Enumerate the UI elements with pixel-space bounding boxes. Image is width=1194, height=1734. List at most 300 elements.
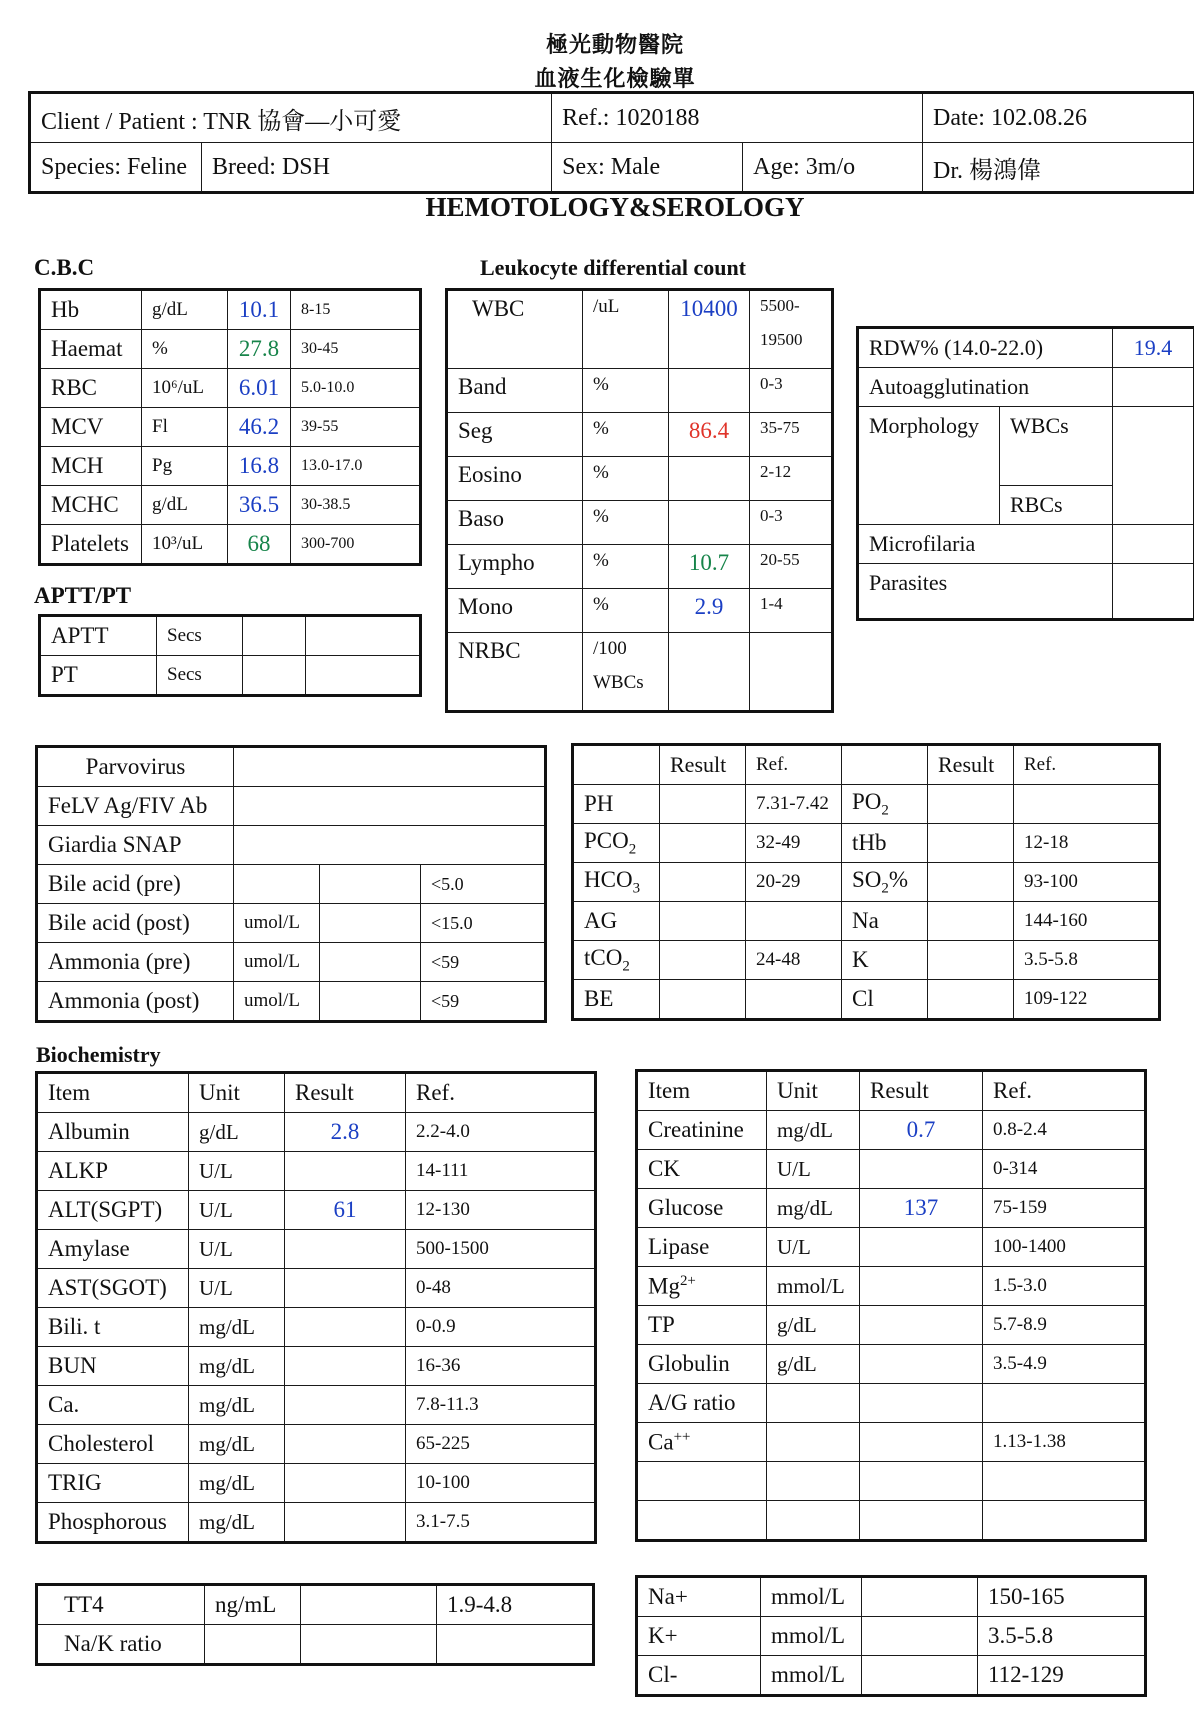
leukocyte-title: Leukocyte differential count	[480, 255, 747, 280]
item-name: Haemat	[41, 330, 142, 369]
biochemistry-row	[38, 1386, 595, 1425]
unit: g/dL	[142, 291, 228, 330]
unit	[767, 1462, 860, 1501]
unit: Pg	[142, 447, 228, 486]
reference-range: 35-75	[750, 413, 832, 457]
item-label: tHb	[852, 830, 887, 855]
blood-gas-header-row	[574, 746, 1159, 785]
item-name	[638, 1150, 767, 1189]
result-value	[285, 1347, 406, 1386]
reference-range: 1.5-3.0	[983, 1267, 1145, 1306]
result-value	[928, 941, 1014, 980]
leukocyte-row	[448, 501, 832, 545]
item-name: MCV	[41, 408, 142, 447]
result-value: 10400	[669, 291, 750, 369]
result-value	[860, 1228, 983, 1267]
item-name: Platelets	[41, 525, 142, 564]
leukocyte-table	[447, 290, 832, 711]
result-value	[862, 1578, 978, 1617]
biochemistry-header-row	[638, 1072, 1145, 1111]
suffix: %	[888, 866, 909, 892]
header-unit: Unit	[189, 1074, 285, 1113]
item-label: HCO	[584, 866, 633, 892]
item-name	[842, 941, 928, 980]
biochemistry-row	[638, 1228, 1145, 1267]
blood-gas-row	[574, 980, 1159, 1019]
item-name: TT4	[38, 1586, 205, 1625]
item-name	[842, 863, 928, 902]
item-name	[638, 1111, 767, 1150]
header-ref: Ref.	[406, 1074, 595, 1113]
reference-range	[983, 1462, 1145, 1501]
reference-range	[983, 1501, 1145, 1540]
biochemistry-header-row	[38, 1074, 595, 1113]
item-label: Lipase	[648, 1234, 710, 1259]
item-label: Amylase	[48, 1236, 130, 1261]
reference-range: 0.8-2.4	[983, 1111, 1145, 1150]
result-value: 137	[860, 1189, 983, 1228]
result-value: 68	[228, 525, 291, 564]
item-name: Parvovirus	[38, 748, 234, 787]
result-value	[928, 824, 1014, 863]
item-label: PCO	[584, 827, 629, 853]
result-value	[320, 982, 421, 1021]
unit: %	[583, 413, 669, 457]
parasites-value	[1113, 564, 1194, 619]
unit: mg/dL	[189, 1308, 285, 1347]
leukocyte-row	[448, 589, 832, 633]
reference-range	[746, 902, 842, 941]
thyroid-table	[37, 1585, 593, 1664]
result-value	[669, 633, 750, 711]
header-unit: Unit	[767, 1072, 860, 1111]
serology-row	[38, 982, 545, 1021]
leukocyte-row	[448, 545, 832, 589]
reference-range: 12-130	[406, 1191, 595, 1230]
biochemistry-row	[38, 1347, 595, 1386]
result-value: 10.1	[228, 291, 291, 330]
clinic-name: 極光動物醫院	[545, 33, 684, 58]
unit: g/dL	[767, 1345, 860, 1384]
item-name	[38, 1503, 189, 1542]
reference-range: 7.31-7.42	[746, 785, 842, 824]
reference-range: 0-0.9	[406, 1308, 595, 1347]
reference-range: 0-3	[750, 501, 832, 545]
morphology-rbcs-label: RBCs	[1000, 486, 1113, 525]
reference-range: <15.0	[421, 904, 545, 943]
breed: Breed: DSH	[202, 143, 552, 192]
serology-row	[38, 787, 545, 826]
reference-range: 8-15	[291, 291, 420, 330]
doctor: Dr. 楊鴻偉	[923, 143, 1194, 192]
blood-gas-row	[574, 785, 1159, 824]
reference-range: 32-49	[746, 824, 842, 863]
biochemistry-row	[638, 1111, 1145, 1150]
form-title: 血液生化檢驗單	[534, 67, 696, 92]
main-title: HEMOTOLOGY&SEROLOGY	[425, 192, 805, 222]
item-name: Band	[448, 369, 583, 413]
patient-info-table	[30, 93, 1194, 192]
result-value	[860, 1384, 983, 1423]
result-value	[660, 824, 746, 863]
biochemistry-row	[38, 1503, 595, 1542]
result-value	[860, 1306, 983, 1345]
item-name: Bile acid (pre)	[38, 865, 234, 904]
header-result: Result	[285, 1074, 406, 1113]
unit: mg/dL	[189, 1386, 285, 1425]
unit: ng/mL	[205, 1586, 301, 1625]
item-label: Mg	[648, 1273, 680, 1299]
unit: mg/dL	[767, 1189, 860, 1228]
reference-range: 20-29	[746, 863, 842, 902]
reference-range	[1014, 785, 1159, 824]
rdw-label: RDW% (14.0-22.0)	[859, 329, 1113, 368]
item-name	[842, 902, 928, 941]
item-name: RBC	[41, 369, 142, 408]
reference-range: 1.9-4.8	[437, 1586, 593, 1625]
item-name: Mono	[448, 589, 583, 633]
parasites-label: Parasites	[859, 564, 1113, 619]
unit: mg/dL	[189, 1464, 285, 1503]
aptt-row	[41, 617, 420, 656]
result-value	[860, 1462, 983, 1501]
reference-range: 2-12	[750, 457, 832, 501]
reference-range	[306, 656, 420, 695]
item-label: AST(SGOT)	[48, 1275, 167, 1300]
age: Age: 3m/o	[743, 143, 923, 192]
client-patient: Client / Patient : TNR 協會—小可愛	[31, 94, 552, 143]
item-name: Ammonia (post)	[38, 982, 234, 1021]
biochemistry-row	[38, 1425, 595, 1464]
blood-gas-row	[574, 902, 1159, 941]
unit	[767, 1501, 860, 1540]
rdw-morphology-table	[858, 328, 1194, 619]
biochemistry-row	[638, 1345, 1145, 1384]
unit: g/dL	[189, 1113, 285, 1152]
header-blank	[574, 746, 660, 785]
item-name: WBC	[448, 291, 583, 369]
reference-range: 10-100	[406, 1464, 595, 1503]
biochemistry-row	[38, 1308, 595, 1347]
item-name	[574, 785, 660, 824]
subscript: 2	[628, 841, 637, 858]
reference-range	[437, 1625, 593, 1664]
item-name	[38, 1464, 189, 1503]
reference-range: 0-48	[406, 1269, 595, 1308]
item-label: CK	[648, 1156, 680, 1181]
item-label: Albumin	[48, 1119, 130, 1144]
morphology-wbcs-label: WBCs	[1000, 407, 1113, 486]
item-label: SO	[852, 866, 882, 892]
thyroid-row	[38, 1625, 593, 1664]
item-label: Ca	[648, 1429, 674, 1455]
serology-row	[38, 943, 545, 982]
unit: U/L	[767, 1228, 860, 1267]
serology-row	[38, 826, 545, 865]
unit: umol/L	[234, 982, 320, 1021]
biochemistry-row	[38, 1191, 595, 1230]
item-name	[574, 980, 660, 1019]
unit: mg/dL	[767, 1111, 860, 1150]
reference-range: 30-45	[291, 330, 420, 369]
result-value	[860, 1423, 983, 1462]
item-name	[638, 1423, 767, 1462]
aptt-row	[41, 656, 420, 695]
header-result: Result	[860, 1072, 983, 1111]
item-label: tCO	[584, 944, 623, 970]
subscript: 2	[881, 880, 889, 897]
cbc-table	[40, 290, 420, 564]
item-label: Cholesterol	[48, 1431, 155, 1456]
result-value	[285, 1464, 406, 1503]
item-label: K	[852, 947, 869, 972]
header-result: Result	[660, 746, 746, 785]
header-ref: Ref.	[1014, 746, 1159, 785]
rdw-value: 19.4	[1113, 329, 1194, 368]
reference-range: 150-165	[978, 1578, 1145, 1617]
reference-range: 3.5-5.8	[1014, 941, 1159, 980]
unit: /uL	[583, 291, 669, 369]
item-label: Bili. t	[48, 1314, 101, 1339]
reference-range: 112-129	[978, 1656, 1145, 1695]
result-value: 61	[285, 1191, 406, 1230]
item-name: PT	[41, 656, 157, 695]
item-name	[842, 824, 928, 863]
item-name: Bile acid (post)	[38, 904, 234, 943]
header-item: Item	[38, 1074, 189, 1113]
unit: %	[583, 589, 669, 633]
reference-range: 30-38.5	[291, 486, 420, 525]
unit: 10³/uL	[142, 525, 228, 564]
result-value	[660, 863, 746, 902]
cbc-title: C.B.C	[34, 255, 95, 280]
reference-range: 3.5-5.8	[978, 1617, 1145, 1656]
unit	[583, 633, 669, 711]
item-name	[842, 980, 928, 1019]
result-value: 27.8	[228, 330, 291, 369]
cbc-row	[41, 408, 420, 447]
result-value	[660, 785, 746, 824]
unit: mg/dL	[189, 1425, 285, 1464]
superscript: ++	[673, 1428, 691, 1445]
item-label: Phosphorous	[48, 1509, 167, 1534]
result-value	[285, 1386, 406, 1425]
biochemistry-row	[638, 1267, 1145, 1306]
item-label: Creatinine	[648, 1117, 744, 1142]
item-name	[574, 824, 660, 863]
biochemistry-row	[38, 1269, 595, 1308]
result-value	[285, 1152, 406, 1191]
result-value	[928, 863, 1014, 902]
unit: umol/L	[234, 943, 320, 982]
item-name: Baso	[448, 501, 583, 545]
item-name	[638, 1228, 767, 1267]
aptt-table	[40, 616, 420, 695]
header-result: Result	[928, 746, 1014, 785]
reference-range: 20-55	[750, 545, 832, 589]
unit: %	[583, 369, 669, 413]
unit: 10⁶/uL	[142, 369, 228, 408]
electrolyte-row	[638, 1578, 1145, 1617]
unit: U/L	[189, 1230, 285, 1269]
result-value	[285, 1503, 406, 1542]
unit: mg/dL	[189, 1503, 285, 1542]
result-value	[669, 457, 750, 501]
item-name	[38, 1230, 189, 1269]
result-value: 6.01	[228, 369, 291, 408]
result-value	[234, 826, 545, 865]
reference-range: 0-3	[750, 369, 832, 413]
result-value	[660, 941, 746, 980]
item-name: NRBC	[448, 633, 583, 711]
result-value	[928, 785, 1014, 824]
serology-table	[37, 747, 545, 1021]
blood-gas-row	[574, 824, 1159, 863]
biochemistry-row	[638, 1189, 1145, 1228]
cbc-row	[41, 447, 420, 486]
item-name: Lympho	[448, 545, 583, 589]
reference-range: 13.0-17.0	[291, 447, 420, 486]
reference-range: 65-225	[406, 1425, 595, 1464]
result-value	[234, 748, 545, 787]
item-label: Ca.	[48, 1392, 80, 1417]
reference-range: 7.8-11.3	[406, 1386, 595, 1425]
result-value	[669, 369, 750, 413]
item-label: TP	[648, 1312, 675, 1337]
unit: mmol/L	[761, 1617, 862, 1656]
species: Species: Feline	[31, 143, 202, 192]
item-name	[638, 1345, 767, 1384]
leukocyte-row	[448, 291, 832, 369]
reference-range: 3.5-4.9	[983, 1345, 1145, 1384]
sex: Sex: Male	[552, 143, 743, 192]
result-value: 16.8	[228, 447, 291, 486]
result-value: 36.5	[228, 486, 291, 525]
result-value: 86.4	[669, 413, 750, 457]
header-ref: Ref.	[983, 1072, 1145, 1111]
reference-range: <5.0	[421, 865, 545, 904]
item-label: PO	[852, 788, 882, 814]
item-name: Cl-	[638, 1656, 761, 1695]
unit: mmol/L	[761, 1578, 862, 1617]
serology-row	[38, 904, 545, 943]
unit: g/dL	[142, 486, 228, 525]
microfilaria-label: Microfilaria	[859, 525, 1113, 564]
blood-gas-table	[573, 745, 1159, 1019]
result-value	[862, 1617, 978, 1656]
reference-range: <59	[421, 982, 545, 1021]
item-name	[638, 1306, 767, 1345]
item-name: Na+	[638, 1578, 761, 1617]
item-label: TRIG	[48, 1470, 102, 1495]
header-blank	[842, 746, 928, 785]
item-label: A/G ratio	[648, 1390, 736, 1415]
unit: %	[583, 501, 669, 545]
leukocyte-row	[448, 633, 832, 711]
biochemistry-row	[38, 1152, 595, 1191]
autoagglutination-value	[1113, 368, 1194, 407]
item-label: BE	[584, 986, 614, 1011]
result-value	[860, 1501, 983, 1540]
item-name: Na/K ratio	[38, 1625, 205, 1664]
item-name	[638, 1189, 767, 1228]
item-name	[38, 1386, 189, 1425]
item-label: PH	[584, 791, 614, 816]
result-value	[243, 617, 306, 656]
item-name	[38, 1269, 189, 1308]
result-value	[928, 980, 1014, 1019]
reference-range	[306, 617, 420, 656]
result-value	[285, 1425, 406, 1464]
reference-range: 5.0-10.0	[291, 369, 420, 408]
reference-range: 144-160	[1014, 902, 1159, 941]
item-name	[638, 1462, 767, 1501]
result-value	[860, 1267, 983, 1306]
biochemistry-row	[638, 1462, 1145, 1501]
unit	[767, 1384, 860, 1423]
item-name: MCH	[41, 447, 142, 486]
item-name	[38, 1425, 189, 1464]
result-value	[928, 902, 1014, 941]
item-name: APTT	[41, 617, 157, 656]
biochemistry-row	[638, 1423, 1145, 1462]
reference-range	[750, 633, 832, 711]
result-value	[243, 656, 306, 695]
serology-row	[38, 748, 545, 787]
item-name	[574, 902, 660, 941]
unit: U/L	[767, 1150, 860, 1189]
item-label: Na	[852, 908, 879, 933]
subscript: 2	[881, 802, 889, 819]
electrolyte-row	[638, 1617, 1145, 1656]
item-name: FeLV Ag/FIV Ab	[38, 787, 234, 826]
blood-gas-row	[574, 863, 1159, 902]
leukocyte-row	[448, 457, 832, 501]
reference-range: 93-100	[1014, 863, 1159, 902]
electrolyte-row	[638, 1656, 1145, 1695]
ref-line-2: 19500	[760, 330, 803, 349]
item-label: ALT(SGPT)	[48, 1197, 163, 1222]
biochemistry-row	[38, 1464, 595, 1503]
reference-range: 109-122	[1014, 980, 1159, 1019]
item-name	[842, 785, 928, 824]
result-value: 0.7	[860, 1111, 983, 1150]
result-value	[320, 904, 421, 943]
biochemistry-row	[638, 1384, 1145, 1423]
result-value	[660, 980, 746, 1019]
cbc-row	[41, 369, 420, 408]
item-name	[638, 1384, 767, 1423]
result-value	[860, 1345, 983, 1384]
unit	[234, 865, 320, 904]
biochemistry-table-left	[37, 1073, 595, 1542]
item-name	[38, 1191, 189, 1230]
item-name: Hb	[41, 291, 142, 330]
result-value	[285, 1308, 406, 1347]
unit: umol/L	[234, 904, 320, 943]
result-value: 46.2	[228, 408, 291, 447]
result-value	[285, 1230, 406, 1269]
result-value	[234, 787, 545, 826]
header-ref: Ref.	[746, 746, 842, 785]
item-label: Glucose	[648, 1195, 724, 1220]
unit-line-2: WBCs	[593, 672, 644, 693]
unit: mg/dL	[189, 1347, 285, 1386]
blood-gas-row	[574, 941, 1159, 980]
item-name: Eosino	[448, 457, 583, 501]
item-name: Ammonia (pre)	[38, 943, 234, 982]
reference-range: 0-314	[983, 1150, 1145, 1189]
